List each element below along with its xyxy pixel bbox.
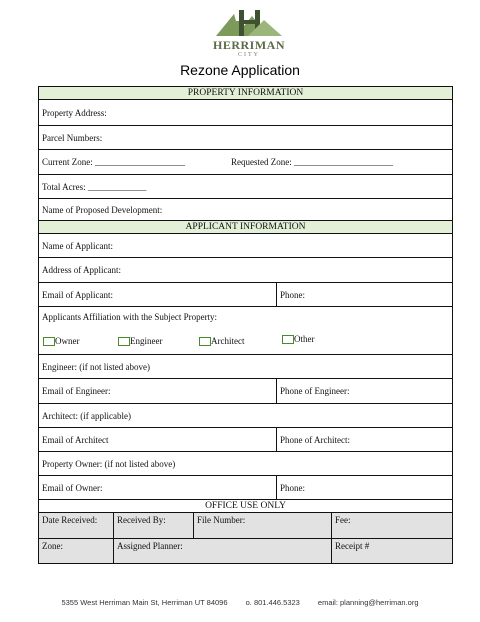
- total-acres-label: Total Acres: _____________: [42, 181, 147, 192]
- logo-name: HERRIMAN: [213, 38, 285, 52]
- fee-label: Fee:: [335, 515, 351, 525]
- engineer-email-label: Email of Engineer:: [42, 386, 111, 396]
- assigned-planner-label: Assigned Planner:: [117, 541, 183, 551]
- architect-email-label: Email of Architect: [42, 434, 109, 445]
- applicant-phone-label: Phone:: [280, 289, 306, 300]
- property-owner-row[interactable]: [39, 452, 452, 476]
- page-title: Rezone Application: [180, 62, 300, 78]
- applicant-address-label: Address of Applicant:: [42, 265, 121, 275]
- affiliation-architect[interactable]: [199, 336, 244, 346]
- applicant-name-row[interactable]: [39, 234, 452, 258]
- affiliation-label: Applicants Affiliation with the Subject Property:: [42, 312, 218, 322]
- requested-zone-label: Requested Zone: ______________________: [231, 157, 393, 167]
- architect-contact-row[interactable]: [39, 428, 452, 452]
- engineer-contact-row[interactable]: [39, 379, 452, 404]
- section-applicant-information: APPLICANT INFORMATION: [39, 221, 452, 234]
- owner-label: Owner: [55, 336, 80, 346]
- office-row-1: [39, 513, 452, 539]
- applicant-email-label: Email of Applicant:: [42, 289, 113, 300]
- other-checkbox[interactable]: [282, 335, 294, 344]
- parcel-numbers-row[interactable]: [39, 126, 452, 150]
- engineer-label-text: Engineer: (if not listed above): [42, 361, 150, 372]
- owner-email-label: Email of Owner:: [42, 482, 103, 493]
- total-acres-row[interactable]: [39, 175, 452, 199]
- property-owner-label: Property Owner: (if not listed above): [42, 458, 176, 469]
- architect-checkbox[interactable]: [199, 337, 211, 346]
- applicant-name-label: Name of Applicant:: [42, 240, 113, 251]
- footer: [0, 598, 480, 607]
- engineer-checkbox[interactable]: [118, 337, 130, 346]
- logo-sub: CITY: [238, 52, 260, 58]
- applicant-email-row[interactable]: [39, 283, 452, 307]
- mountain-icon: [212, 6, 286, 40]
- engineer-row[interactable]: [39, 355, 452, 379]
- rezone-form: [38, 86, 453, 564]
- parcel-numbers-label: Parcel Numbers:: [42, 132, 103, 143]
- zone-label: Zone:: [42, 541, 63, 551]
- herriman-logo: [212, 6, 286, 60]
- architect-row[interactable]: [39, 404, 452, 428]
- footer-email: email: planning@herriman.org: [317, 598, 419, 607]
- owner-checkbox[interactable]: [43, 337, 55, 346]
- receipt-label: Receipt #: [335, 541, 370, 551]
- development-label: Name of Proposed Development:: [42, 204, 163, 215]
- affiliation-row: [39, 307, 452, 355]
- engineer-label: Engineer: [130, 336, 163, 346]
- owner-contact-row[interactable]: [39, 476, 452, 500]
- footer-phone: o. 801.446.5323: [245, 598, 300, 607]
- received-by-label: Received By:: [117, 515, 166, 525]
- applicant-address-row[interactable]: [39, 258, 452, 283]
- affiliation-owner[interactable]: [43, 336, 80, 346]
- date-received-label: Date Received:: [42, 515, 98, 525]
- property-address-label: Property Address:: [42, 107, 107, 118]
- section-office-use-only: OFFICE USE ONLY: [39, 500, 452, 513]
- footer-address: 5355 West Herriman Main St, Herriman UT 84096: [61, 598, 228, 607]
- architect-phone-label: Phone of Architect:: [280, 434, 350, 445]
- property-address-row[interactable]: [39, 100, 452, 126]
- development-row[interactable]: [39, 199, 452, 221]
- owner-phone-label: Phone:: [280, 482, 306, 493]
- engineer-phone-label: Phone of Engineer:: [280, 386, 350, 396]
- affiliation-other[interactable]: [282, 334, 315, 344]
- zone-row[interactable]: [39, 150, 452, 175]
- section-property-information: PROPERTY INFORMATION: [39, 87, 452, 100]
- office-row-2: [39, 539, 452, 563]
- current-zone-label: Current Zone: ____________________: [42, 157, 185, 167]
- file-number-label: File Number:: [197, 515, 246, 525]
- architect-label: Architect: [211, 336, 245, 346]
- other-label: Other: [294, 334, 315, 344]
- affiliation-engineer[interactable]: [118, 336, 162, 346]
- architect-label-text: Architect: (if applicable): [42, 410, 131, 421]
